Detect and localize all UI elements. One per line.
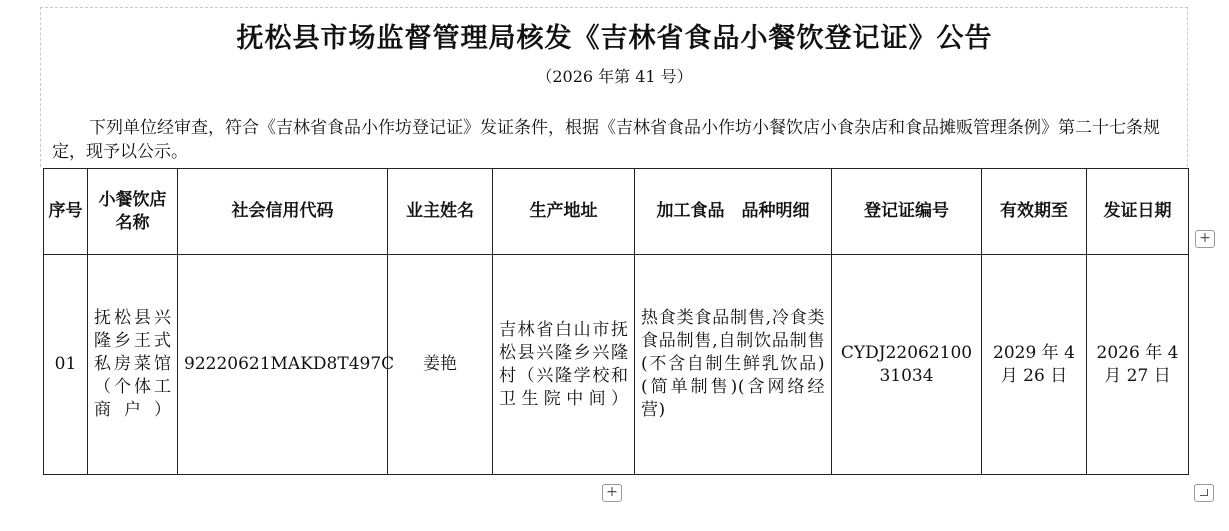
header-valid-until: 有效期至 bbox=[982, 169, 1087, 255]
header-food-types: 加工食品 品种明细 bbox=[635, 169, 832, 255]
table-header-row bbox=[44, 169, 1189, 255]
document-number: （2026 年第 41 号） bbox=[536, 67, 693, 86]
cell-address: 吉林省白山市抚松县兴隆乡兴隆村（兴隆学校和卫生院中间） bbox=[493, 255, 635, 475]
cell-cert-no: CYDJ2206210031034 bbox=[832, 255, 982, 475]
cell-valid-until: 2029 年 4 月 26 日 bbox=[982, 255, 1087, 475]
intro-paragraph: 下列单位经审查，符合《吉林省食品小作坊登记证》发证条件，根据《吉林省食品小作坊小餐饮店小食杂店和食品摊贩管理条例》第二十七条规定，现予以公示。 bbox=[52, 118, 1160, 162]
add-column-button[interactable]: + bbox=[1195, 230, 1215, 248]
header-owner: 业主姓名 bbox=[388, 169, 493, 255]
table-resize-handle[interactable] bbox=[1194, 484, 1214, 502]
cell-food-types: 热食类食品制售,冷食类食品制售,自制饮品制售(不含自制生鲜乳饮品)(简单制售)(含网络经营) bbox=[635, 255, 832, 475]
cell-index: 01 bbox=[44, 255, 88, 475]
add-row-button[interactable]: + bbox=[602, 484, 622, 502]
page-margin-guide bbox=[40, 7, 1188, 8]
header-credit-code: 社会信用代码 bbox=[178, 169, 388, 255]
header-index: 序号 bbox=[44, 169, 88, 255]
cell-shop-name: 抚松县兴隆乡王式私房菜馆（个体工商户） bbox=[88, 255, 178, 475]
header-cert-no: 登记证编号 bbox=[832, 169, 982, 255]
header-shop-name: 小餐饮店名称 bbox=[88, 169, 178, 255]
cell-credit-code: 92220621MAKD8T497C bbox=[178, 255, 388, 475]
table-row bbox=[44, 255, 1189, 475]
resize-corner-icon bbox=[1200, 489, 1208, 496]
header-issue-date: 发证日期 bbox=[1087, 169, 1189, 255]
header-address: 生产地址 bbox=[493, 169, 635, 255]
cell-issue-date: 2026 年 4 月 27 日 bbox=[1087, 255, 1189, 475]
cell-owner: 姜艳 bbox=[388, 255, 493, 475]
registration-table bbox=[43, 168, 1189, 475]
document-title: 抚松县市场监督管理局核发《吉林省食品小餐饮登记证》公告 bbox=[236, 23, 993, 54]
